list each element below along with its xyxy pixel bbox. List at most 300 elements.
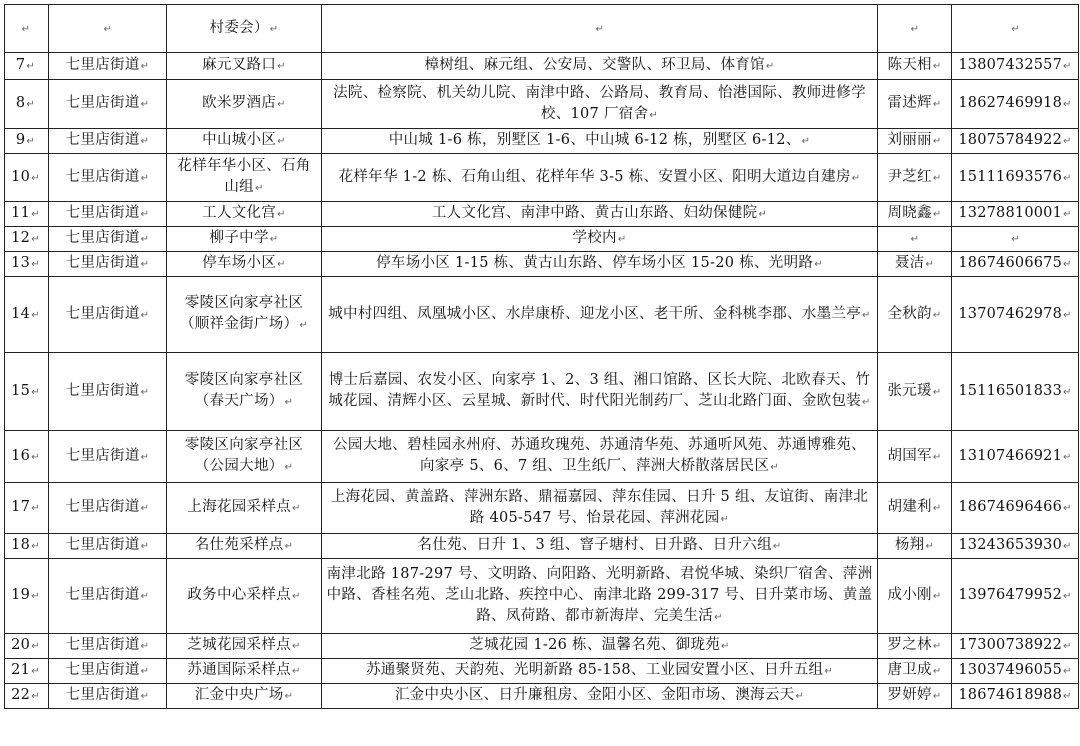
contact-person-cell <box>878 227 952 252</box>
table-row <box>5 80 1079 129</box>
street-text: 七里店街道 <box>65 230 140 246</box>
paragraph-mark-icon: ↵ <box>649 109 659 121</box>
street-text: 七里店街道 <box>65 168 140 185</box>
coverage-area-cell <box>322 483 878 534</box>
contact-person-text: 张元瑗 <box>887 382 932 399</box>
table-row <box>5 353 1079 431</box>
paragraph-mark-icon: ↵ <box>1063 309 1072 321</box>
paragraph-mark-icon: ↵ <box>140 451 150 463</box>
sampling-site-cell <box>167 559 322 634</box>
coverage-area-cell <box>322 129 878 154</box>
sampling-site-text: 名仕苑采样点 <box>194 537 284 553</box>
paragraph-mark-icon: ↵ <box>299 320 309 331</box>
paragraph-mark-icon: ↵ <box>1063 61 1072 72</box>
phone-text: 13037496055 <box>958 662 1063 678</box>
coverage-area-text: 南津北路 187-297 号、文明路、向阳路、光明新路、君悦华城、染织厂宿舍、萍洲中路、香桂名苑、芝山北路、疾控中心、南津北路 299-317 号、日升菜市场、黄盖路、凤荷路、都市新海岸、完美生活 <box>326 566 873 624</box>
paragraph-mark-icon: ↵ <box>932 503 942 514</box>
contact-person-text: 胡国军 <box>887 447 932 464</box>
row-number-text: 16 <box>11 447 31 464</box>
phone-cell <box>952 684 1079 709</box>
paragraph-mark-icon: ↵ <box>26 136 36 147</box>
paragraph-mark-icon: ↵ <box>103 23 113 35</box>
paragraph-mark-icon: ↵ <box>140 541 150 552</box>
row-number-cell <box>5 129 49 154</box>
paragraph-mark-icon: ↵ <box>140 61 150 72</box>
sampling-site-cell <box>167 353 322 431</box>
paragraph-mark-icon: ↵ <box>721 641 730 652</box>
paragraph-mark-icon: ↵ <box>925 259 935 270</box>
row-number-cell <box>5 252 49 277</box>
row-number-text: 7 <box>15 57 26 73</box>
paragraph-mark-icon: ↵ <box>932 641 942 652</box>
row-number-cell <box>5 483 49 534</box>
contact-person-cell <box>878 483 952 534</box>
row-number-text: 20 <box>11 637 31 653</box>
street-text: 七里店街道 <box>65 499 140 515</box>
paragraph-mark-icon: ↵ <box>910 234 920 245</box>
paragraph-mark-icon: ↵ <box>1063 172 1072 184</box>
paragraph-mark-icon: ↵ <box>720 513 730 525</box>
table-row <box>5 659 1079 684</box>
row-number-cell <box>5 277 49 353</box>
paragraph-mark-icon: ↵ <box>1063 541 1072 552</box>
coverage-area-cell <box>322 80 878 129</box>
phone-text: 13278810001 <box>958 205 1063 221</box>
paragraph-mark-icon: ↵ <box>254 183 264 194</box>
paragraph-mark-icon: ↵ <box>140 259 150 270</box>
contact-person-text: 唐卫成 <box>887 662 932 678</box>
phone-text: 13807432557 <box>958 57 1063 73</box>
street-text: 七里店街道 <box>65 587 140 603</box>
paragraph-mark-icon: ↵ <box>617 234 627 245</box>
coverage-area-cell <box>322 202 878 227</box>
contact-person-text: 罗妍婷 <box>887 687 932 703</box>
sampling-site-text: 停车场小区 <box>202 255 277 271</box>
coverage-area-text: 公园大地、碧桂园永州府、苏通玫瑰苑、苏通清华苑、苏通听风苑、苏通博雅苑、向家亭 5、6、7 组、卫生纸厂、萍洲大桥散落居民区 <box>333 437 866 474</box>
street-text: 七里店街道 <box>65 132 140 148</box>
paragraph-mark-icon: ↵ <box>140 641 150 652</box>
sampling-site-text: 麻元叉路口 <box>202 57 277 73</box>
street-cell <box>49 534 167 559</box>
sampling-site-text: 工人文化宫 <box>202 205 277 221</box>
phone-text: 15111693576 <box>958 168 1063 185</box>
row-number-cell <box>5 431 49 483</box>
table-row <box>5 684 1079 709</box>
row-number-text: 12 <box>11 230 31 246</box>
row-number-cell <box>5 353 49 431</box>
paragraph-mark-icon: ↵ <box>284 541 294 552</box>
phone-text: 15116501833 <box>958 382 1063 399</box>
paragraph-mark-icon: ↵ <box>31 591 40 602</box>
paragraph-mark-icon: ↵ <box>269 23 279 35</box>
paragraph-mark-icon: ↵ <box>1063 259 1072 270</box>
coverage-area-text: 城中村四组、凤凰城小区、水岸康桥、迎龙小区、老干所、金科桃李郡、水墨兰亭 <box>328 305 862 322</box>
paragraph-mark-icon: ↵ <box>291 591 301 602</box>
street-text: 七里店街道 <box>65 687 140 703</box>
street-text: 七里店街道 <box>65 305 140 322</box>
paragraph-mark-icon: ↵ <box>770 462 779 473</box>
coverage-area-text: 博士后嘉园、农发小区、向家亭 1、2、3 组、湘口馆路、区长大院、北欧春天、竹城花园、清辉小区、云星城、新时代、时代阳光制药厂、芝山北路门面、金欧包装 <box>328 372 871 409</box>
paragraph-mark-icon: ↵ <box>31 309 40 321</box>
row-number-text: 22 <box>11 687 31 703</box>
paragraph-mark-icon: ↵ <box>277 136 286 147</box>
street-cell <box>49 277 167 353</box>
row-number-text: 11 <box>11 205 31 221</box>
street-cell <box>49 5 167 53</box>
contact-person-cell <box>878 353 952 431</box>
paragraph-mark-icon: ↵ <box>284 462 294 473</box>
table-row <box>5 277 1079 353</box>
row-number-cell <box>5 634 49 659</box>
sampling-site-cell <box>167 431 322 483</box>
sampling-site-cell <box>167 252 322 277</box>
paragraph-mark-icon: ↵ <box>932 451 942 463</box>
contact-person-cell <box>878 202 952 227</box>
street-text: 七里店街道 <box>65 255 140 271</box>
phone-text: 13107466921 <box>958 447 1063 464</box>
paragraph-mark-icon: ↵ <box>932 136 942 147</box>
row-number-cell <box>5 659 49 684</box>
paragraph-mark-icon: ↵ <box>31 259 40 270</box>
street-cell <box>49 634 167 659</box>
phone-cell <box>952 431 1079 483</box>
paragraph-mark-icon: ↵ <box>140 99 150 110</box>
paragraph-mark-icon: ↵ <box>1011 234 1020 245</box>
row-number-cell <box>5 80 49 129</box>
contact-person-text: 杨翔 <box>894 537 925 553</box>
phone-cell <box>952 252 1079 277</box>
table-row <box>5 634 1079 659</box>
contact-person-cell <box>878 277 952 353</box>
street-text: 七里店街道 <box>65 57 140 73</box>
phone-cell <box>952 80 1079 129</box>
coverage-area-text: 汇金中央小区、日升廉租房、金阳小区、金阳市场、澳海云天 <box>394 687 795 703</box>
coverage-area-text: 名仕苑、日升 1、3 组、窨子塘村、日升路、日升六组 <box>417 537 772 553</box>
phone-cell <box>952 277 1079 353</box>
paragraph-mark-icon: ↵ <box>862 309 871 321</box>
contact-person-cell <box>878 534 952 559</box>
paragraph-mark-icon: ↵ <box>140 136 150 147</box>
paragraph-mark-icon: ↵ <box>31 641 40 652</box>
phone-text: 18674618988 <box>958 687 1063 703</box>
coverage-area-text: 上海花园、黄盖路、萍洲东路、鼎福嘉园、萍东佳园、日升 5 组、友谊街、南津北路 405-547 号、怡景花园、萍洲花园 <box>330 488 869 526</box>
paragraph-mark-icon: ↵ <box>284 397 294 408</box>
sampling-site-text: 中山城小区 <box>202 132 277 148</box>
street-text: 七里店街道 <box>65 447 140 464</box>
paragraph-mark-icon: ↵ <box>932 99 942 110</box>
row-number-cell <box>5 202 49 227</box>
sampling-site-text: 上海花园采样点 <box>187 499 291 515</box>
contact-person-cell <box>878 5 952 53</box>
street-cell <box>49 684 167 709</box>
phone-cell <box>952 5 1079 53</box>
paragraph-mark-icon: ↵ <box>1063 666 1072 677</box>
table-row <box>5 534 1079 559</box>
table-row <box>5 483 1079 534</box>
paragraph-mark-icon: ↵ <box>269 234 279 245</box>
coverage-area-cell <box>322 5 878 53</box>
table-row <box>5 227 1079 252</box>
phone-cell <box>952 53 1079 80</box>
row-number-text: 15 <box>11 382 31 399</box>
coverage-area-cell <box>322 659 878 684</box>
row-number-text: 17 <box>11 499 31 515</box>
row-number-cell <box>5 53 49 80</box>
phone-text: 13976479952 <box>958 587 1063 603</box>
paragraph-mark-icon: ↵ <box>925 541 935 552</box>
contact-person-text: 罗之林 <box>887 637 932 653</box>
paragraph-mark-icon: ↵ <box>31 541 40 552</box>
sampling-site-cell <box>167 129 322 154</box>
paragraph-mark-icon: ↵ <box>1063 209 1072 220</box>
table-row <box>5 431 1079 483</box>
paragraph-mark-icon: ↵ <box>140 503 150 514</box>
paragraph-mark-icon: ↵ <box>1063 503 1072 514</box>
sampling-site-cell <box>167 202 322 227</box>
sampling-site-text: 政务中心采样点 <box>187 587 291 603</box>
paragraph-mark-icon: ↵ <box>765 61 775 72</box>
sampling-sites-table <box>4 4 1079 709</box>
paragraph-mark-icon: ↵ <box>291 503 301 514</box>
paragraph-mark-icon: ↵ <box>1063 691 1072 702</box>
paragraph-mark-icon: ↵ <box>851 172 861 184</box>
paragraph-mark-icon: ↵ <box>1063 641 1072 652</box>
street-cell <box>49 659 167 684</box>
sampling-site-cell <box>167 277 322 353</box>
phone-text: 18627469918 <box>958 95 1063 111</box>
contact-person-cell <box>878 53 952 80</box>
row-number-cell <box>5 534 49 559</box>
phone-cell <box>952 483 1079 534</box>
sampling-site-text: 欧米罗酒店 <box>202 95 277 111</box>
sampling-site-text: 村委会） <box>209 19 269 36</box>
paragraph-mark-icon: ↵ <box>31 386 40 398</box>
phone-text: 17300738922 <box>958 637 1063 653</box>
street-cell <box>49 252 167 277</box>
contact-person-cell <box>878 684 952 709</box>
street-text: 七里店街道 <box>65 95 140 111</box>
row-number-cell <box>5 684 49 709</box>
paragraph-mark-icon: ↵ <box>910 23 920 35</box>
contact-person-text: 胡建利 <box>887 499 932 515</box>
row-number-text: 8 <box>15 95 26 111</box>
paragraph-mark-icon: ↵ <box>31 209 40 220</box>
sampling-site-cell <box>167 483 322 534</box>
paragraph-mark-icon: ↵ <box>824 666 834 677</box>
row-number-cell <box>5 5 49 53</box>
coverage-area-cell <box>322 431 878 483</box>
street-cell <box>49 559 167 634</box>
paragraph-mark-icon: ↵ <box>595 23 605 35</box>
paragraph-mark-icon: ↵ <box>140 591 150 602</box>
coverage-area-cell <box>322 154 878 202</box>
paragraph-mark-icon: ↵ <box>291 666 301 677</box>
contact-person-text: 陈天相 <box>887 57 932 73</box>
paragraph-mark-icon: ↵ <box>31 451 40 463</box>
paragraph-mark-icon: ↵ <box>140 691 150 702</box>
phone-text: 18674606675 <box>958 255 1063 271</box>
paragraph-mark-icon: ↵ <box>862 397 871 408</box>
contact-person-text: 周晓鑫 <box>887 205 932 221</box>
paragraph-mark-icon: ↵ <box>21 23 31 35</box>
contact-person-text: 雷述辉 <box>887 95 932 111</box>
table-row <box>5 202 1079 227</box>
paragraph-mark-icon: ↵ <box>1063 386 1072 398</box>
sampling-site-text: 花样年华小区、石角山组 <box>177 158 311 195</box>
paragraph-mark-icon: ↵ <box>277 259 286 270</box>
street-text: 七里店街道 <box>65 382 140 399</box>
contact-person-text: 尹芝红 <box>887 168 932 185</box>
coverage-area-cell <box>322 534 878 559</box>
coverage-area-cell <box>322 684 878 709</box>
phone-cell <box>952 227 1079 252</box>
sampling-site-text: 汇金中央广场 <box>194 687 284 703</box>
phone-text: 18674696466 <box>958 499 1063 515</box>
street-cell <box>49 483 167 534</box>
sampling-site-text: 芝城花园采样点 <box>187 637 291 653</box>
sampling-site-cell <box>167 659 322 684</box>
street-cell <box>49 129 167 154</box>
street-cell <box>49 154 167 202</box>
coverage-area-text: 樟树组、麻元组、公安局、交警队、环卫局、体育馆 <box>424 57 765 73</box>
paragraph-mark-icon: ↵ <box>26 99 36 110</box>
paragraph-mark-icon: ↵ <box>932 61 942 72</box>
paragraph-mark-icon: ↵ <box>932 666 942 677</box>
paragraph-mark-icon: ↵ <box>758 209 768 220</box>
contact-person-cell <box>878 154 952 202</box>
row-number-text: 18 <box>11 537 31 553</box>
table-row <box>5 53 1079 80</box>
row-number-text: 9 <box>15 132 26 148</box>
paragraph-mark-icon: ↵ <box>1063 451 1072 463</box>
phone-cell <box>952 559 1079 634</box>
coverage-area-cell <box>322 252 878 277</box>
paragraph-mark-icon: ↵ <box>772 541 782 552</box>
coverage-area-text: 苏通聚贤苑、天韵苑、光明新路 85-158、工业园安置小区、日升五组 <box>365 662 824 678</box>
contact-person-cell <box>878 559 952 634</box>
paragraph-mark-icon: ↵ <box>932 172 942 184</box>
coverage-area-text: 学校内 <box>572 230 617 246</box>
contact-person-cell <box>878 634 952 659</box>
row-number-cell <box>5 154 49 202</box>
row-number-text: 14 <box>11 305 31 322</box>
contact-person-text: 成小刚 <box>887 587 932 603</box>
paragraph-mark-icon: ↵ <box>932 591 942 602</box>
coverage-area-cell <box>322 53 878 80</box>
street-text: 七里店街道 <box>65 637 140 653</box>
phone-cell <box>952 659 1079 684</box>
paragraph-mark-icon: ↵ <box>1063 99 1072 110</box>
contact-person-cell <box>878 80 952 129</box>
phone-text: 13243653930 <box>958 537 1063 553</box>
coverage-area-text: 工人文化宫、南津中路、黄古山东路、妇幼保健院 <box>431 205 758 221</box>
coverage-area-cell <box>322 559 878 634</box>
phone-cell <box>952 353 1079 431</box>
paragraph-mark-icon: ↵ <box>801 136 811 147</box>
phone-cell <box>952 534 1079 559</box>
street-text: 七里店街道 <box>65 205 140 221</box>
table-body <box>5 5 1079 709</box>
contact-person-cell <box>878 129 952 154</box>
sampling-site-cell <box>167 53 322 80</box>
sampling-site-cell <box>167 634 322 659</box>
coverage-area-text: 花样年华 1-2 栋、石角山组、花样年华 3-5 栋、安置小区、阳明大道边自建房 <box>338 168 851 185</box>
paragraph-mark-icon: ↵ <box>140 309 150 321</box>
phone-cell <box>952 154 1079 202</box>
coverage-area-text: 芝城花园 1-26 栋、温馨名苑、御珑苑 <box>469 637 721 653</box>
table-row <box>5 252 1079 277</box>
paragraph-mark-icon: ↵ <box>291 641 301 652</box>
coverage-area-cell <box>322 227 878 252</box>
phone-cell <box>952 202 1079 227</box>
paragraph-mark-icon: ↵ <box>140 666 150 677</box>
sampling-site-cell <box>167 154 322 202</box>
sampling-site-cell <box>167 5 322 53</box>
paragraph-mark-icon: ↵ <box>1063 591 1072 602</box>
sampling-site-text: 柳子中学 <box>209 230 269 246</box>
paragraph-mark-icon: ↵ <box>31 691 40 702</box>
paragraph-mark-icon: ↵ <box>277 61 286 72</box>
paragraph-mark-icon: ↵ <box>932 691 942 702</box>
table-row <box>5 154 1079 202</box>
coverage-area-text: 停车场小区 1-15 栋、黄古山东路、停车场小区 15-20 栋、光明路 <box>376 255 814 271</box>
street-cell <box>49 80 167 129</box>
contact-person-text: 全秋韵 <box>887 305 932 322</box>
contact-person-cell <box>878 431 952 483</box>
row-number-cell <box>5 227 49 252</box>
coverage-area-cell <box>322 277 878 353</box>
street-cell <box>49 353 167 431</box>
paragraph-mark-icon: ↵ <box>714 612 723 623</box>
paragraph-mark-icon: ↵ <box>31 172 40 184</box>
coverage-area-cell <box>322 634 878 659</box>
coverage-area-text: 中山城 1-6 栋，别墅区 1-6、中山城 6-12 栋，别墅区 6-12、 <box>388 132 801 148</box>
paragraph-mark-icon: ↵ <box>932 386 942 398</box>
sampling-site-text: 苏通国际采样点 <box>187 662 291 678</box>
coverage-area-text: 法院、检察院、机关幼儿院、南津中路、公路局、教育局、怡港国际、教师进修学校、107 厂宿舍 <box>333 84 866 122</box>
phone-text: 13707462978 <box>958 305 1063 322</box>
street-cell <box>49 53 167 80</box>
paragraph-mark-icon: ↵ <box>1011 23 1020 35</box>
street-text: 七里店街道 <box>65 662 140 678</box>
street-cell <box>49 202 167 227</box>
paragraph-mark-icon: ↵ <box>31 666 40 677</box>
row-number-cell <box>5 559 49 634</box>
coverage-area-cell <box>322 353 878 431</box>
sampling-site-cell <box>167 684 322 709</box>
phone-cell <box>952 129 1079 154</box>
paragraph-mark-icon: ↵ <box>277 99 286 110</box>
sampling-site-text: 零陵区向家亭社区（顺祥金街广场） <box>179 295 304 332</box>
table-row <box>5 129 1079 154</box>
paragraph-mark-icon: ↵ <box>31 503 40 514</box>
phone-text: 18075784922 <box>958 132 1063 148</box>
paragraph-mark-icon: ↵ <box>26 61 36 72</box>
table-row <box>5 5 1079 53</box>
paragraph-mark-icon: ↵ <box>284 691 294 702</box>
contact-person-text: 刘丽丽 <box>887 132 932 148</box>
table-row <box>5 559 1079 634</box>
contact-person-cell <box>878 659 952 684</box>
paragraph-mark-icon: ↵ <box>277 209 286 220</box>
row-number-text: 21 <box>11 662 31 678</box>
street-text: 七里店街道 <box>65 537 140 553</box>
paragraph-mark-icon: ↵ <box>795 691 805 702</box>
paragraph-mark-icon: ↵ <box>932 309 942 321</box>
paragraph-mark-icon: ↵ <box>1063 136 1072 147</box>
phone-cell <box>952 634 1079 659</box>
sampling-site-text: 零陵区向家亭社区（公园大地） <box>184 437 304 474</box>
